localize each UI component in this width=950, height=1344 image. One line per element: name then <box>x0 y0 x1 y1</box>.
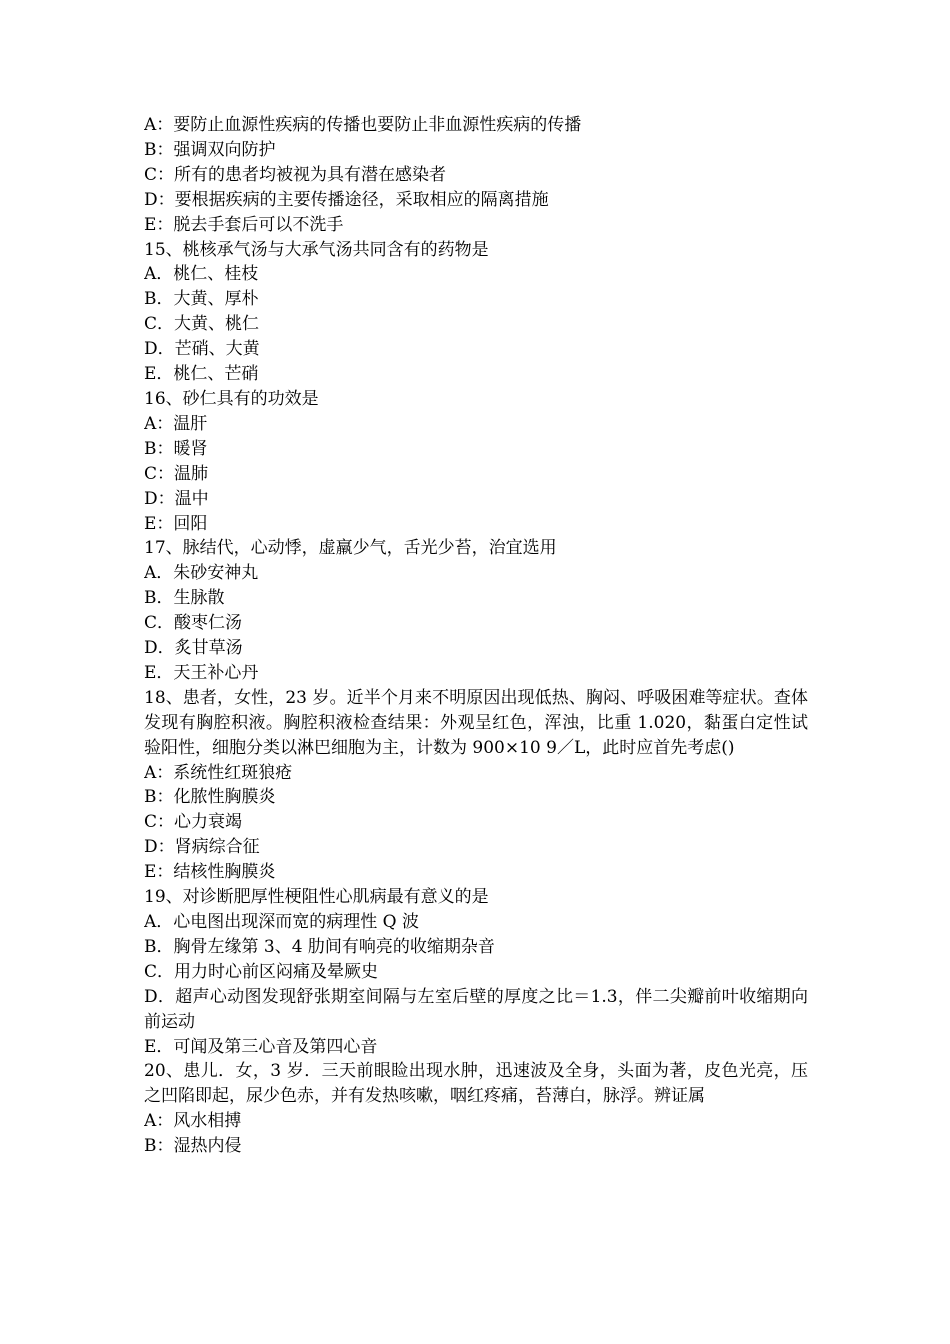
option-line: A．桃仁、桂枝 <box>144 264 259 285</box>
option-line: A．朱砂安神丸 <box>144 563 259 584</box>
option-line: E：回阳 <box>144 513 208 534</box>
option-line: B：暖肾 <box>144 438 208 459</box>
option-line: C．大黄、桃仁 <box>144 314 260 335</box>
option-line: A：温肝 <box>144 413 208 434</box>
question-15: 15、桃核承气汤与大承气汤共同含有的药物是 <box>144 239 489 260</box>
option-line: B：强调双向防护 <box>144 139 276 160</box>
option-line: C：温肺 <box>144 463 209 484</box>
option-line: D．超声心动图发现舒张期室间隔与左室后壁的厚度之比＝1.3，伴二尖瓣前叶收缩期向前运动 <box>144 986 808 1032</box>
option-line: D．炙甘草汤 <box>144 638 243 659</box>
option-line: A：系统性红斑狼疮 <box>144 762 293 783</box>
option-line: D．芒硝、大黄 <box>144 339 260 360</box>
option-line: E．天王补心丹 <box>144 662 259 683</box>
option-line: B．大黄、厚朴 <box>144 289 259 310</box>
option-line: D：要根据疾病的主要传播途径，采取相应的隔离措施 <box>144 189 549 210</box>
option-line: E．可闻及第三心音及第四心音 <box>144 1036 378 1057</box>
question-20: 20、患儿．女，3 岁．三天前眼睑出现水肿，迅速波及全身，头面为著，皮色光亮，压之凹陷即起，尿少色赤，并有发热咳嗽，咽红疼痛，苔薄白，脉浮。辨证属 <box>144 1061 808 1107</box>
option-line: C：所有的患者均被视为具有潜在感染者 <box>144 164 447 185</box>
option-line: B．胸骨左缘第 3、4 肋间有响亮的收缩期杂音 <box>144 936 495 957</box>
question-17: 17、脉结代，心动悸，虚羸少气，舌光少苔，治宜选用 <box>144 538 557 559</box>
option-line: E．桃仁、芒硝 <box>144 364 259 385</box>
option-line: D：温中 <box>144 488 209 509</box>
option-line: B：化脓性胸膜炎 <box>144 787 276 808</box>
option-line: B：湿热内侵 <box>144 1136 242 1157</box>
option-line: B．生脉散 <box>144 588 225 609</box>
question-18: 18、患者，女性，23 岁。近半个月来不明原因出现低热、胸闷、呼吸困难等症状。查体发现有胸腔积液。胸腔积液检查结果：外观呈红色，浑浊，比重 1.020，黏蛋白定性试验阳性，细胞分类以淋巴细胞为主，计数为 900×10 9／L，此时应首先考虑() <box>144 687 808 758</box>
option-line: A：风水相搏 <box>144 1111 242 1132</box>
option-line: E：脱去手套后可以不洗手 <box>144 214 344 235</box>
option-line: D：肾病综合征 <box>144 837 260 858</box>
question-19: 19、对诊断肥厚性梗阻性心肌病最有意义的是 <box>144 887 489 908</box>
option-line: A．心电图出现深而宽的病理性 Q 波 <box>144 912 420 932</box>
document-page <box>144 113 808 1159</box>
option-line: C．酸枣仁汤 <box>144 613 243 634</box>
option-line: C：心力衰竭 <box>144 812 243 833</box>
option-line: A：要防止血源性疾病的传播也要防止非血源性疾病的传播 <box>144 115 582 135</box>
option-line: E：结核性胸膜炎 <box>144 862 276 883</box>
option-line: C．用力时心前区闷痛及晕厥史 <box>144 961 379 982</box>
question-16: 16、砂仁具有的功效是 <box>144 388 319 409</box>
